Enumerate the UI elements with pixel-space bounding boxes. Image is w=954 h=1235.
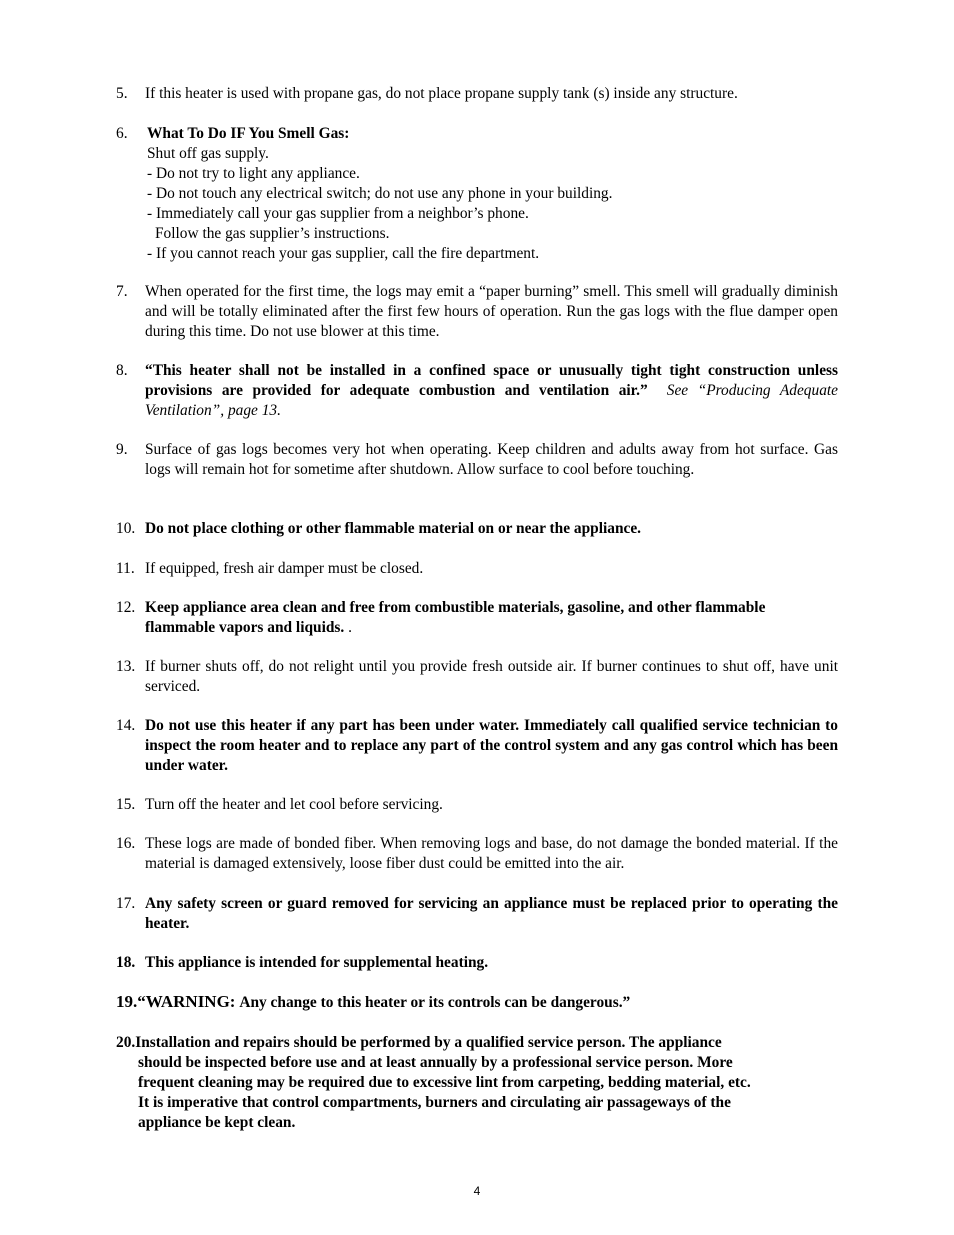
item-number: 5. bbox=[116, 85, 128, 102]
warning-line bbox=[116, 992, 838, 1013]
list-item-20 bbox=[116, 1033, 838, 1133]
item-number: 13. bbox=[116, 658, 136, 675]
bold-warning-text: Keep appliance area clean and free from combustible materials, gasoline, and other flammable flammable vapors and liquids. bbox=[145, 599, 766, 636]
list-item-8 bbox=[116, 361, 838, 421]
instruction-line: - If you cannot reach your gas supplier, call the fire department. bbox=[147, 245, 540, 262]
item-heading: What To Do IF You Smell Gas: bbox=[147, 125, 350, 142]
item-text: When operated for the first time, the logs may emit a “paper burning” smell. This smell will gradually diminish and will be totally eliminated after the first few hours of operation. Run the gas logs with the flue damper open during this time. Do not use blower at this time. bbox=[145, 283, 838, 340]
gas-smell-instructions bbox=[147, 124, 838, 264]
list-item-15 bbox=[116, 795, 838, 815]
item-number: 17. bbox=[116, 895, 136, 912]
trailing-text: . bbox=[344, 619, 352, 636]
item-number: 19. bbox=[116, 992, 138, 1011]
item-text: Surface of gas logs becomes very hot when operating. Keep children and adults away from hot surface. Gas logs will remain hot for sometime after shutdown. Allow surface to cool before touching. bbox=[145, 441, 838, 478]
item-number: 6. bbox=[116, 125, 128, 142]
instruction-line: - Immediately call your gas supplier from a neighbor’s phone. bbox=[147, 205, 529, 222]
item-number: 14. bbox=[116, 717, 136, 734]
list-item-18 bbox=[116, 953, 838, 973]
item-text: These logs are made of bonded fiber. When removing logs and base, do not damage the bonded material. If the material is damaged extensively, loose fiber dust could be emitted into the air. bbox=[145, 835, 838, 872]
list-item-9 bbox=[116, 440, 838, 480]
list-item-10 bbox=[116, 519, 838, 539]
item-number: 15. bbox=[116, 796, 136, 813]
item-text-line: appliance be kept clean. bbox=[138, 1114, 296, 1131]
list-item-11 bbox=[116, 559, 838, 579]
item-number: 18. bbox=[116, 954, 136, 971]
item-number: 16. bbox=[116, 835, 136, 852]
item-number: 12. bbox=[116, 599, 136, 616]
item-text-line: should be inspected before use and at least annually by a professional service person. More bbox=[138, 1054, 733, 1071]
item-number: 20. bbox=[116, 1034, 136, 1051]
page-number: 4 bbox=[473, 1184, 481, 1198]
item-text: If equipped, fresh air damper must be closed. bbox=[145, 560, 424, 577]
instruction-line: - Do not touch any electrical switch; do not use any phone in your building. bbox=[147, 185, 613, 202]
item-text: Do not use this heater if any part has been under water. Immediately call qualified service technician to inspect the room heater and to replace any part of the control system and any gas control which has been under water. bbox=[145, 717, 838, 774]
list-item-17 bbox=[116, 894, 838, 934]
item-number: 11. bbox=[116, 560, 135, 577]
item-text-line: Installation and repairs should be performed by a qualified service person. The appliance bbox=[135, 1034, 722, 1051]
item-text: This appliance is intended for supplemental heating. bbox=[145, 954, 489, 971]
item-number: 8. bbox=[116, 362, 128, 379]
instruction-line: Shut off gas supply. bbox=[147, 145, 269, 162]
list-item-16 bbox=[116, 834, 838, 874]
item-text bbox=[145, 361, 838, 421]
instruction-line: - Do not try to light any appliance. bbox=[147, 165, 360, 182]
item-text-line: frequent cleaning may be required due to excessive lint from carpeting, bedding material, etc. bbox=[138, 1074, 751, 1091]
list-item-6 bbox=[116, 124, 838, 264]
item-number: 9. bbox=[116, 441, 128, 458]
item-text: Do not place clothing or other flammable material on or near the appliance. bbox=[145, 520, 642, 537]
bold-warning-text: “This heater shall not be installed in a confined space or unusually tight tight construction unless provisions are provided for adequate combustion and ventilation air.” bbox=[145, 362, 838, 399]
list-item-7 bbox=[116, 282, 838, 342]
page-reference: See “Producing Adequate Ventilation”, page 13. bbox=[145, 382, 838, 419]
item-number: 10. bbox=[116, 520, 136, 537]
item-text: If burner shuts off, do not relight until you provide fresh outside air. If burner continues to shut off, have unit serviced. bbox=[145, 658, 838, 695]
list-item-14 bbox=[116, 716, 838, 776]
item-text: If this heater is used with propane gas, do not place propane supply tank (s) inside any structure. bbox=[145, 85, 738, 102]
item-number: 7. bbox=[116, 283, 128, 300]
bold-warning-text: Any change to this heater or its controls can be dangerous.” bbox=[239, 994, 631, 1011]
warning-label: “WARNING: bbox=[137, 992, 236, 1011]
list-item-13 bbox=[116, 657, 838, 697]
list-item-19 bbox=[116, 992, 838, 1013]
list-item-5 bbox=[116, 84, 838, 104]
item-text: Any safety screen or guard removed for servicing an appliance must be replaced prior to operating the heater. bbox=[145, 895, 838, 932]
item-text bbox=[145, 598, 838, 638]
item-text: Turn off the heater and let cool before servicing. bbox=[145, 796, 443, 813]
item-text-line: It is imperative that control compartments, burners and circulating air passageways of the bbox=[138, 1094, 731, 1111]
list-item-12 bbox=[116, 598, 838, 638]
item-first-line bbox=[116, 1033, 838, 1053]
instruction-line: Follow the gas supplier’s instructions. bbox=[155, 225, 390, 242]
